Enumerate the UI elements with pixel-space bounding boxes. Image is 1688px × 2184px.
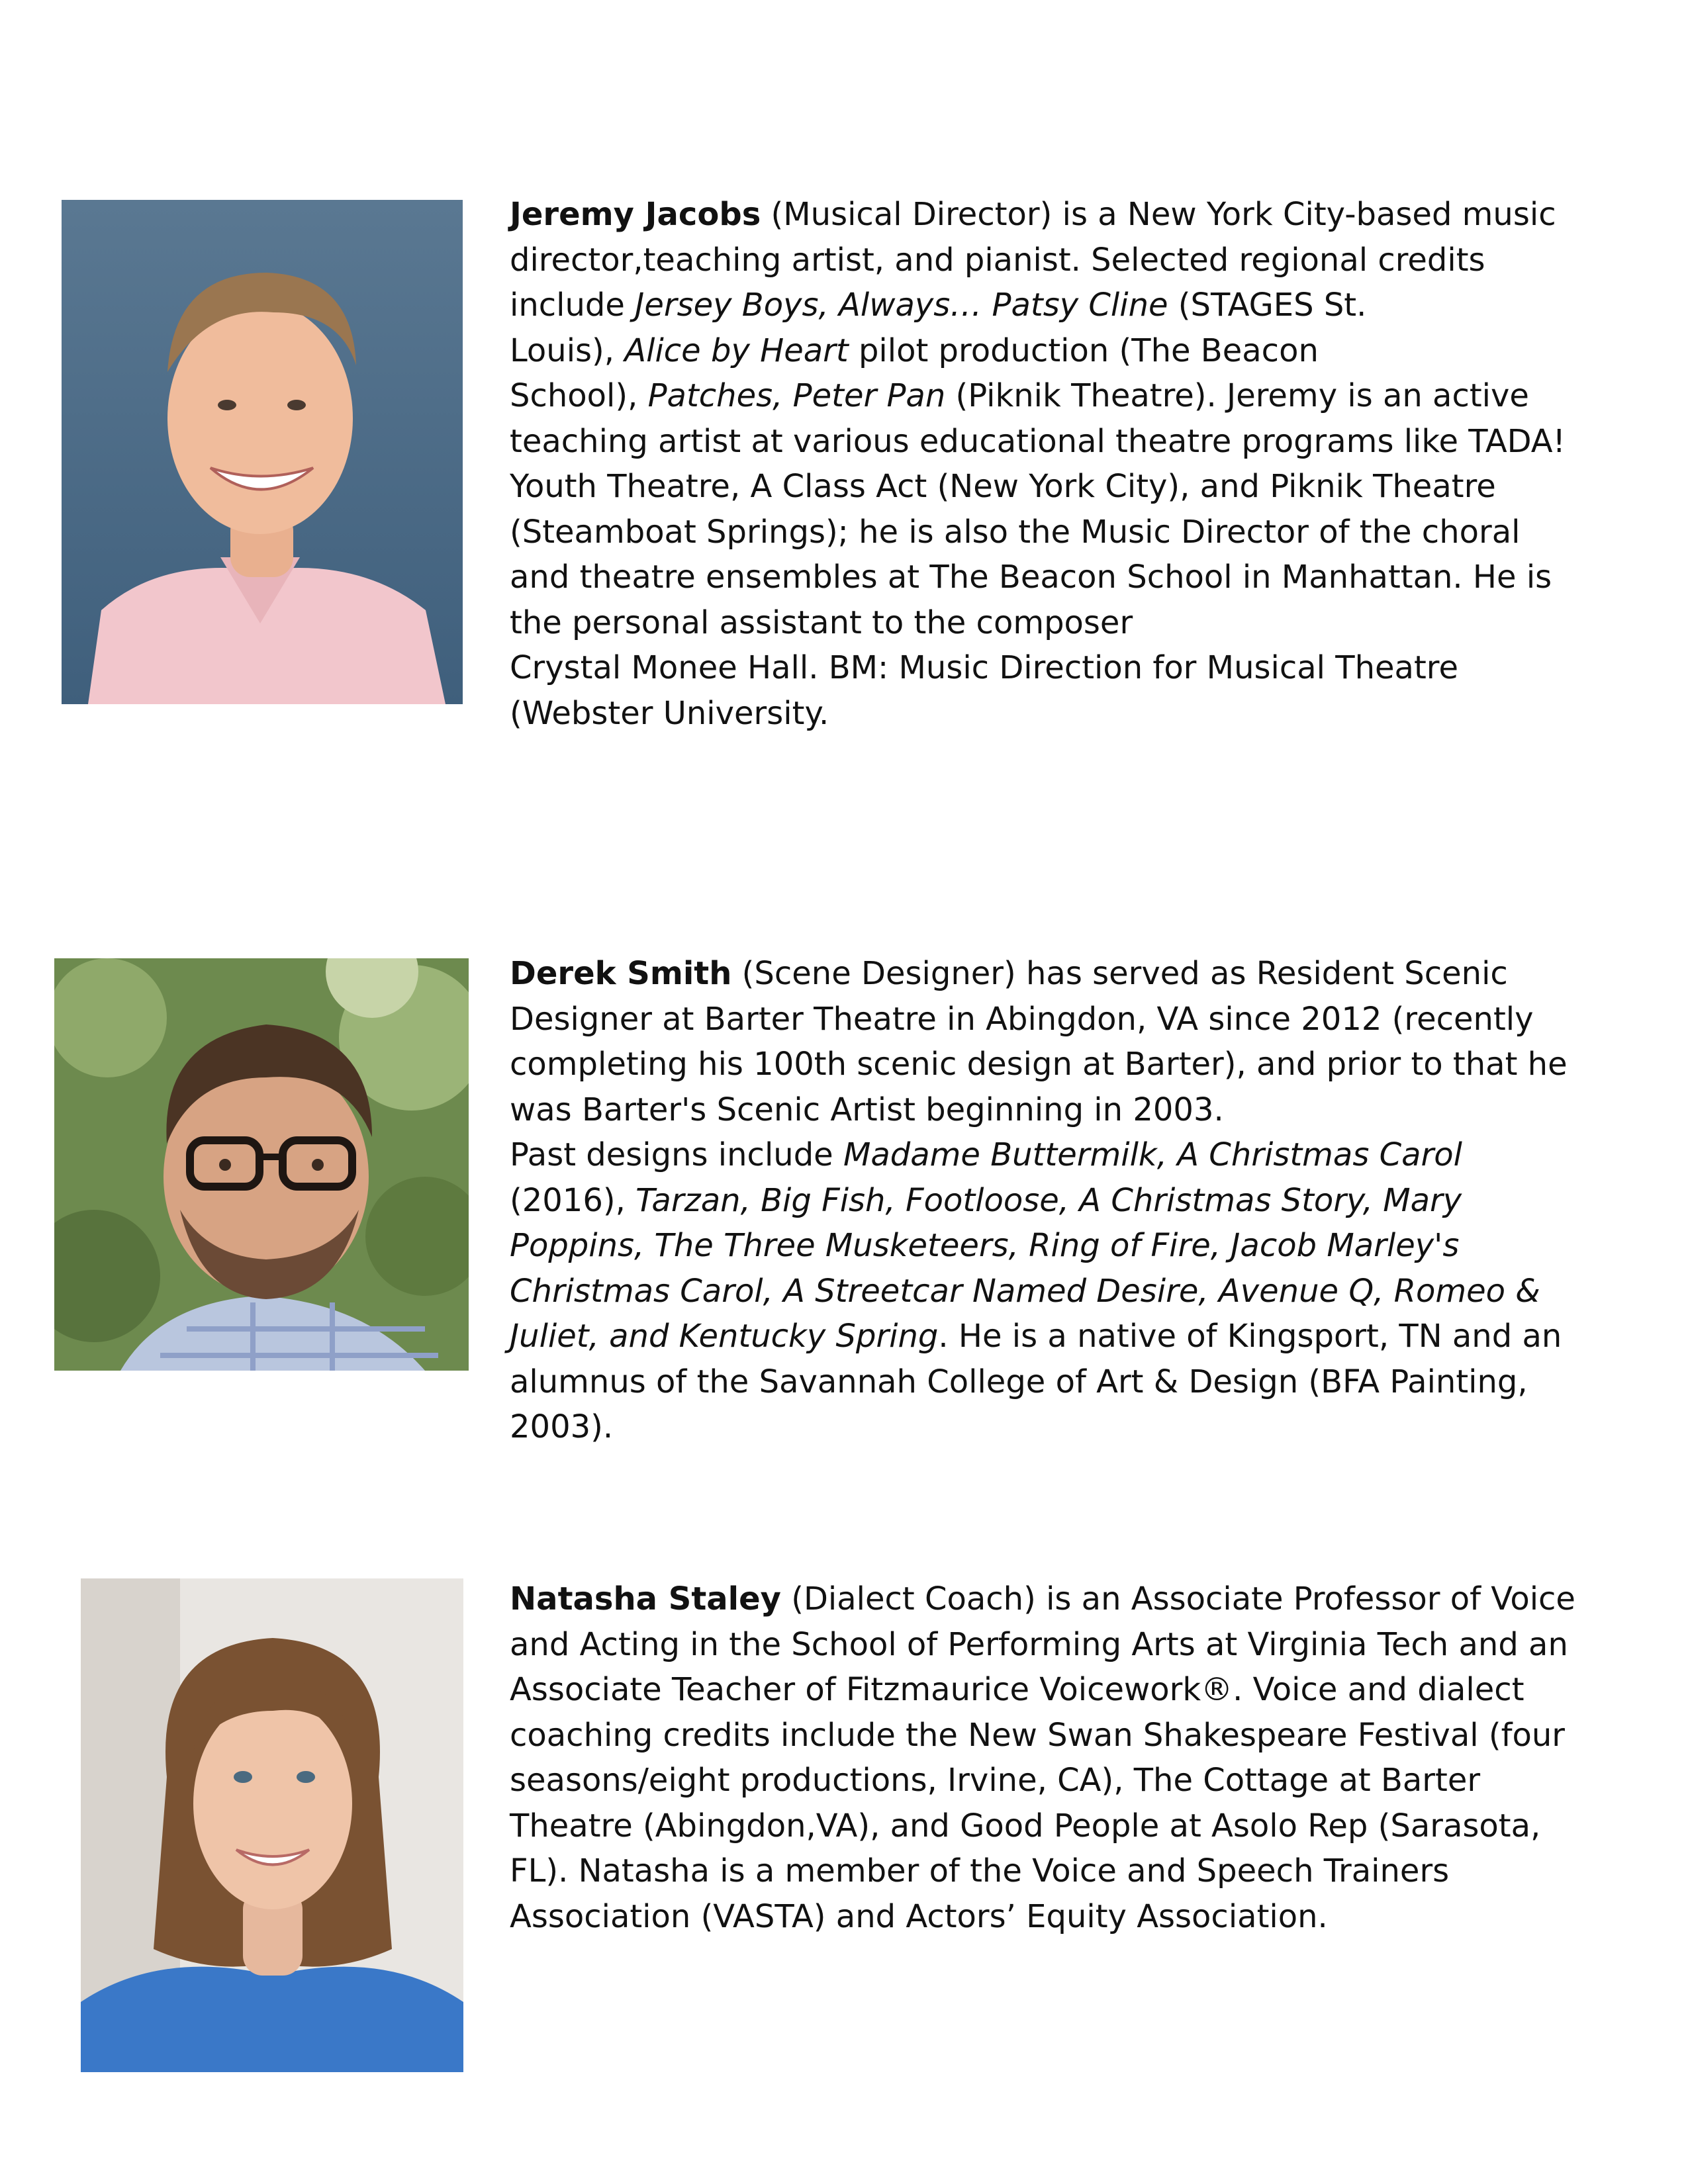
bio-line: [510, 419, 1582, 465]
bio-line: [510, 1223, 1582, 1269]
bio-text: (2016),: [510, 1181, 636, 1219]
bio-text: director,teaching artist, and pianist. Selected regional credits: [510, 241, 1485, 279]
bio-text: . He is a native of Kingsport, TN and an: [938, 1318, 1562, 1355]
bio-text: and Acting in the School of Performing Arts at Virginia Tech and an: [510, 1625, 1568, 1663]
bio-text: FL). Natasha is a member of the Voice and Speech Trainers: [510, 1852, 1450, 1889]
bio-line: [510, 283, 1582, 328]
bio-text: 2003).: [510, 1408, 614, 1445]
bio-line: [510, 1803, 1582, 1849]
bio-text: Designer at Barter Theatre in Abingdon, VA since 2012 (recently: [510, 1000, 1534, 1038]
production-titles: Jersey Boys, Always… Patsy Cline: [635, 287, 1168, 324]
bio-line: [510, 1758, 1582, 1803]
bio-line: [510, 691, 1582, 737]
bio-line: [510, 373, 1582, 419]
bio-text: School),: [510, 377, 648, 414]
natasha-staley-photo: [81, 1578, 463, 2072]
jeremy-jacobs-photo: [62, 200, 463, 704]
production-titles: Tarzan, Big Fish, Footloose, A Christmas Story, Mary: [635, 1181, 1462, 1219]
bio-text: pilot production (The Beacon: [848, 332, 1319, 369]
bio-line: [510, 1894, 1582, 1940]
bio-line: [510, 555, 1582, 600]
bio-line: [510, 1269, 1582, 1314]
production-titles: Alice by Heart: [624, 332, 849, 369]
derek-smith-bio: [510, 951, 1582, 1450]
bio-text: coaching credits include the New Swan Shakespeare Festival (four: [510, 1716, 1565, 1754]
production-titles: Juliet, and Kentucky Spring: [510, 1318, 939, 1355]
bio-line: [510, 1178, 1582, 1224]
bio-line: [510, 1713, 1582, 1758]
bio-line: [510, 951, 1582, 997]
bio-line: [510, 645, 1582, 691]
bio-line: [510, 1622, 1582, 1668]
bio-text: (Webster University.: [510, 694, 829, 732]
jeremy-jacobs-bio: [510, 192, 1582, 736]
bio-text: Youth Theatre, A Class Act (New York City), and Piknik Theatre: [510, 468, 1496, 505]
bio-text: Association (VASTA) and Actors’ Equity Association.: [510, 1897, 1328, 1935]
bio-text: Associate Teacher of Fitzmaurice Voicework®. Voice and dialect: [510, 1671, 1524, 1708]
bio-line: [510, 1042, 1582, 1087]
bio-text: the personal assistant to the composer: [510, 604, 1133, 641]
bio-text: Crystal Monee Hall. BM: Music Direction for Musical Theatre: [510, 649, 1458, 686]
bio-text: include: [510, 287, 635, 324]
natasha-staley-bio: [510, 1576, 1582, 1939]
bio-text: Louis),: [510, 332, 625, 369]
bio-line: [510, 1576, 1582, 1622]
production-titles: Christmas Carol, A Streetcar Named Desire, Avenue Q, Romeo &: [510, 1272, 1540, 1310]
bio-line: [510, 238, 1582, 283]
bio-line: [510, 1359, 1582, 1405]
bio-line: [510, 1087, 1582, 1133]
derek-smith-photo: [54, 958, 469, 1371]
bio-text: was Barter's Scenic Artist beginning in 2003.: [510, 1091, 1224, 1128]
bio-text: alumnus of the Savannah College of Art & Design (BFA Painting,: [510, 1363, 1528, 1400]
bio-text: completing his 100th scenic design at Barter), and prior to that he: [510, 1046, 1568, 1083]
bio-line: [510, 997, 1582, 1042]
bio-text: (STAGES St.: [1168, 287, 1367, 324]
production-titles: Poppins, The Three Musketeers, Ring of Fire, Jacob Marley's: [510, 1227, 1460, 1264]
production-titles: Patches, Peter Pan: [647, 377, 946, 414]
bio-text: Theatre (Abingdon,VA), and Good People at Asolo Rep (Sarasota,: [510, 1807, 1541, 1844]
bio-line: [510, 1667, 1582, 1713]
person-name: Derek Smith: [510, 955, 732, 992]
bio-text: (Scene Designer) has served as Resident Scenic: [731, 955, 1508, 992]
bio-text: and theatre ensembles at The Beacon School in Manhattan. He is: [510, 559, 1552, 596]
bio-text: (Piknik Theatre). Jeremy is an active: [945, 377, 1529, 414]
bio-line: [510, 192, 1582, 238]
bio-line: [510, 1132, 1582, 1178]
bio-text: (Steamboat Springs); he is also the Music Director of the choral: [510, 513, 1521, 551]
production-titles: Madame Buttermilk, A Christmas Carol: [843, 1136, 1462, 1173]
bio-line: [510, 510, 1582, 555]
person-name: Natasha Staley: [510, 1580, 781, 1617]
bio-line: [510, 328, 1582, 374]
bio-line: [510, 464, 1582, 510]
person-name: Jeremy Jacobs: [510, 196, 761, 233]
bio-text: teaching artist at various educational theatre programs like TADA!: [510, 422, 1566, 460]
bio-line: [510, 600, 1582, 646]
bio-text: (Dialect Coach) is an Associate Professor of Voice: [780, 1580, 1575, 1617]
bio-text: Past designs include: [510, 1136, 843, 1173]
bio-text: seasons/eight productions, Irvine, CA), The Cottage at Barter: [510, 1762, 1481, 1799]
bio-line: [510, 1314, 1582, 1359]
bio-line: [510, 1848, 1582, 1894]
bio-text: (Musical Director) is a New York City-based music: [761, 196, 1556, 233]
bio-line: [510, 1404, 1582, 1450]
